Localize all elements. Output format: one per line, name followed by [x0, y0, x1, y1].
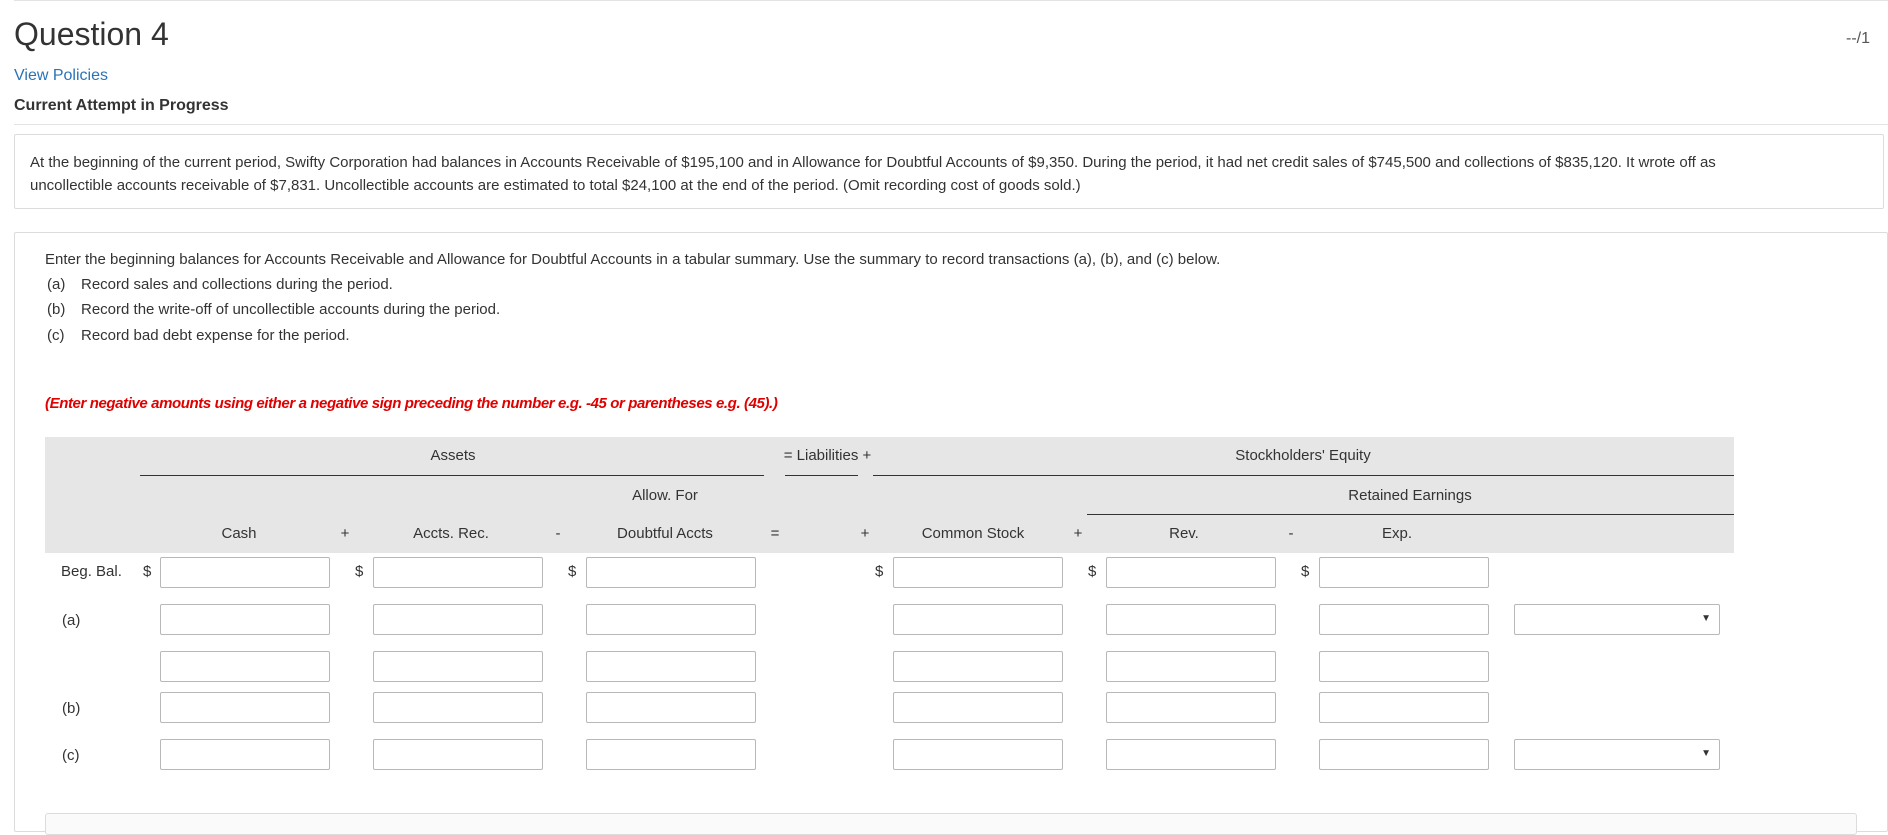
c-expense-input[interactable]	[1319, 739, 1489, 770]
a1-common-stock-input[interactable]	[893, 604, 1063, 635]
attempt-status: Current Attempt in Progress	[14, 97, 229, 114]
dropdown-caret-icon: ▼	[1701, 748, 1711, 759]
beg-expense-input[interactable]	[1319, 557, 1489, 588]
b-allowance-input[interactable]	[586, 692, 756, 723]
currency-symbol: $	[568, 563, 577, 580]
instruction-letter: (b)	[47, 301, 66, 318]
attempt-divider	[14, 124, 1888, 125]
a2-cash-input[interactable]	[160, 651, 330, 682]
header-assets: Assets	[430, 447, 476, 464]
beg-accts-rec-input[interactable]	[373, 557, 543, 588]
instruction-item-c	[47, 327, 350, 344]
instruction-text: Record the write-off of uncollectible accounts during the period.	[81, 301, 501, 318]
row-label-a: (a)	[62, 612, 81, 629]
negative-amount-note: (Enter negative amounts using either a negative sign preceding the number e.g. -45 or parentheses e.g. (45).)	[45, 395, 778, 412]
beg-cash-input[interactable]	[160, 557, 330, 588]
c-cash-input[interactable]	[160, 739, 330, 770]
a2-accts-rec-input[interactable]	[373, 651, 543, 682]
currency-symbol: $	[875, 563, 884, 580]
a2-expense-input[interactable]	[1319, 651, 1489, 682]
instruction-letter: (a)	[47, 276, 66, 293]
row-label-c: (c)	[62, 747, 80, 764]
c-allowance-input[interactable]	[586, 739, 756, 770]
problem-statement	[14, 134, 1884, 209]
row-label-beg-bal: Beg. Bal.	[61, 563, 122, 580]
currency-symbol: $	[143, 563, 152, 580]
top-divider	[14, 0, 1888, 1]
instruction-text: Record sales and collections during the period.	[81, 276, 393, 293]
header-retained-earnings: Retained Earnings	[1348, 487, 1472, 504]
a1-cash-input[interactable]	[160, 604, 330, 635]
currency-symbol: $	[1088, 563, 1097, 580]
instructions-intro: Enter the beginning balances for Accounts Receivable and Allowance for Doubtful Accounts in a tabular summary. Use the summary to record transactions (a), (b), and (c) below.	[45, 251, 1221, 268]
a-account-select[interactable]	[1514, 604, 1720, 635]
col-accts-rec: Accts. Rec.	[413, 525, 489, 542]
header-stockholders-equity: Stockholders' Equity	[1235, 447, 1371, 464]
header-allow-for: Allow. For	[632, 487, 698, 504]
header-liabilities: = Liabilities +	[783, 447, 872, 464]
score-indicator: --/1	[1846, 30, 1870, 47]
a1-expense-input[interactable]	[1319, 604, 1489, 635]
problem-text-line-2: uncollectible accounts receivable of $7,831. Uncollectible accounts are estimated to total $24,100 at the end of the period. (Omit recording cost of goods sold.)	[30, 177, 1081, 194]
col-minus: -	[555, 525, 561, 542]
page-title: Question 4	[14, 16, 169, 52]
col-doubtful-accts: Doubtful Accts	[617, 525, 713, 542]
beg-allowance-input[interactable]	[586, 557, 756, 588]
col-exp: Exp.	[1381, 525, 1412, 542]
instruction-letter: (c)	[47, 327, 65, 344]
col-plus: +	[1073, 525, 1083, 542]
b-revenue-input[interactable]	[1106, 692, 1276, 723]
retained-underline	[1087, 514, 1734, 515]
col-cash: Cash	[221, 525, 257, 542]
dropdown-caret-icon: ▼	[1701, 613, 1711, 624]
col-common-stock: Common Stock	[921, 525, 1025, 542]
a1-allowance-input[interactable]	[586, 604, 756, 635]
b-accts-rec-input[interactable]	[373, 692, 543, 723]
b-cash-input[interactable]	[160, 692, 330, 723]
a2-revenue-input[interactable]	[1106, 651, 1276, 682]
c-common-stock-input[interactable]	[893, 739, 1063, 770]
assets-underline	[140, 475, 764, 476]
instruction-item-b	[47, 301, 500, 318]
a1-accts-rec-input[interactable]	[373, 604, 543, 635]
currency-symbol: $	[1301, 563, 1310, 580]
c-account-select[interactable]	[1514, 739, 1720, 770]
col-plus: +	[860, 525, 870, 542]
col-plus: +	[340, 525, 350, 542]
c-accts-rec-input[interactable]	[373, 739, 543, 770]
col-minus: -	[1288, 525, 1294, 542]
a1-revenue-input[interactable]	[1106, 604, 1276, 635]
next-section-box	[45, 813, 1857, 835]
b-common-stock-input[interactable]	[893, 692, 1063, 723]
beg-common-stock-input[interactable]	[893, 557, 1063, 588]
b-expense-input[interactable]	[1319, 692, 1489, 723]
a2-common-stock-input[interactable]	[893, 651, 1063, 682]
instruction-item-a	[47, 276, 393, 293]
liabilities-underline	[785, 475, 858, 476]
col-equals: =	[770, 525, 780, 542]
beg-revenue-input[interactable]	[1106, 557, 1276, 588]
problem-text-line-1: At the beginning of the current period, Swifty Corporation had balances in Accounts Receivable of $195,100 and in Allowance for Doubtful Accounts of $9,350. During the period, it had net credit sales of $745,500 and collections of $835,120. It wrote off as	[30, 154, 1716, 171]
view-policies-link[interactable]: View Policies	[14, 67, 108, 84]
instruction-text: Record bad debt expense for the period.	[81, 327, 350, 344]
row-label-b: (b)	[62, 700, 81, 717]
col-rev: Rev.	[1169, 525, 1199, 542]
c-revenue-input[interactable]	[1106, 739, 1276, 770]
a2-allowance-input[interactable]	[586, 651, 756, 682]
currency-symbol: $	[355, 563, 364, 580]
equity-underline	[873, 475, 1734, 476]
